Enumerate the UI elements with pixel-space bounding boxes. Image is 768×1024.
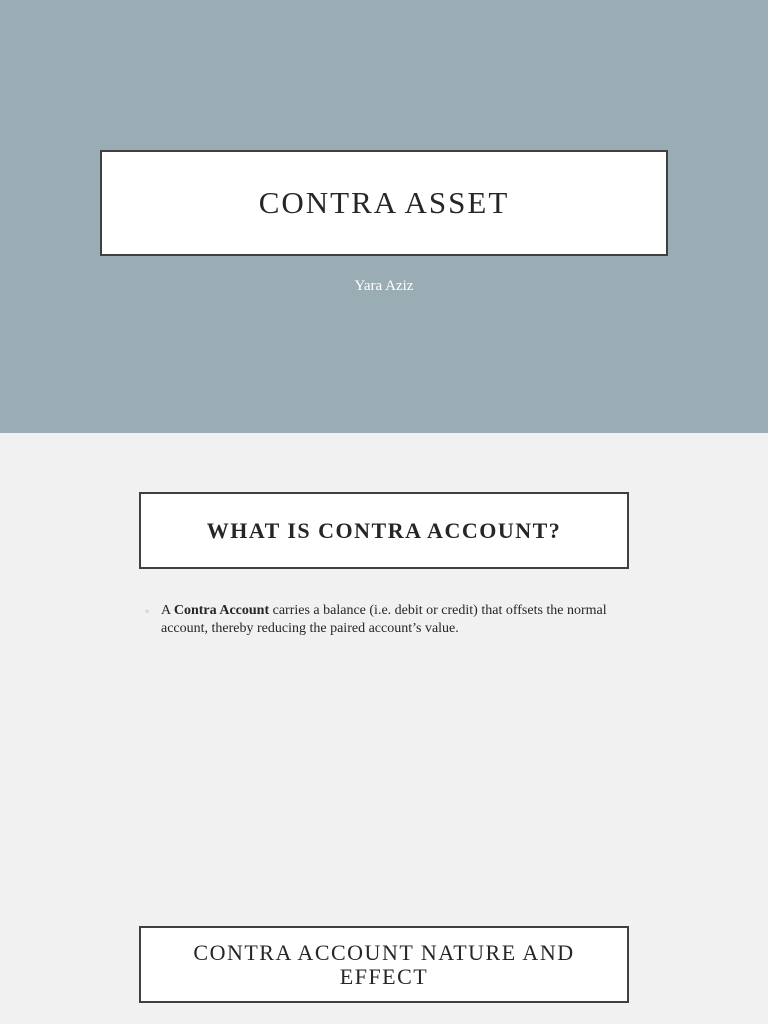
bullet-icon: ◦ xyxy=(145,604,150,618)
heading-box xyxy=(139,492,629,569)
slide-title: CONTRA ASSET xyxy=(258,185,510,220)
title-box xyxy=(100,150,668,256)
slide-subtitle: Yara Aziz xyxy=(354,278,414,294)
bullet-lead: A xyxy=(161,603,174,618)
bullet-item xyxy=(145,602,625,638)
next-heading-box xyxy=(139,926,629,1003)
title-slide xyxy=(0,0,768,433)
definition-slide xyxy=(0,433,768,853)
bullet-bold-term: Contra Account xyxy=(173,603,270,618)
next-slide-heading: CONTRA ACCOUNT NATURE AND EFFECT xyxy=(193,939,575,989)
bullet-list xyxy=(145,602,625,638)
nature-slide xyxy=(0,853,768,1024)
bullet-rest: carries a balance (i.e. debit or credit) that offsets the normal account, thereby reducing the paired account’s value. xyxy=(161,603,607,636)
slide-heading: WHAT IS CONTRA ACCOUNT? xyxy=(206,517,562,543)
